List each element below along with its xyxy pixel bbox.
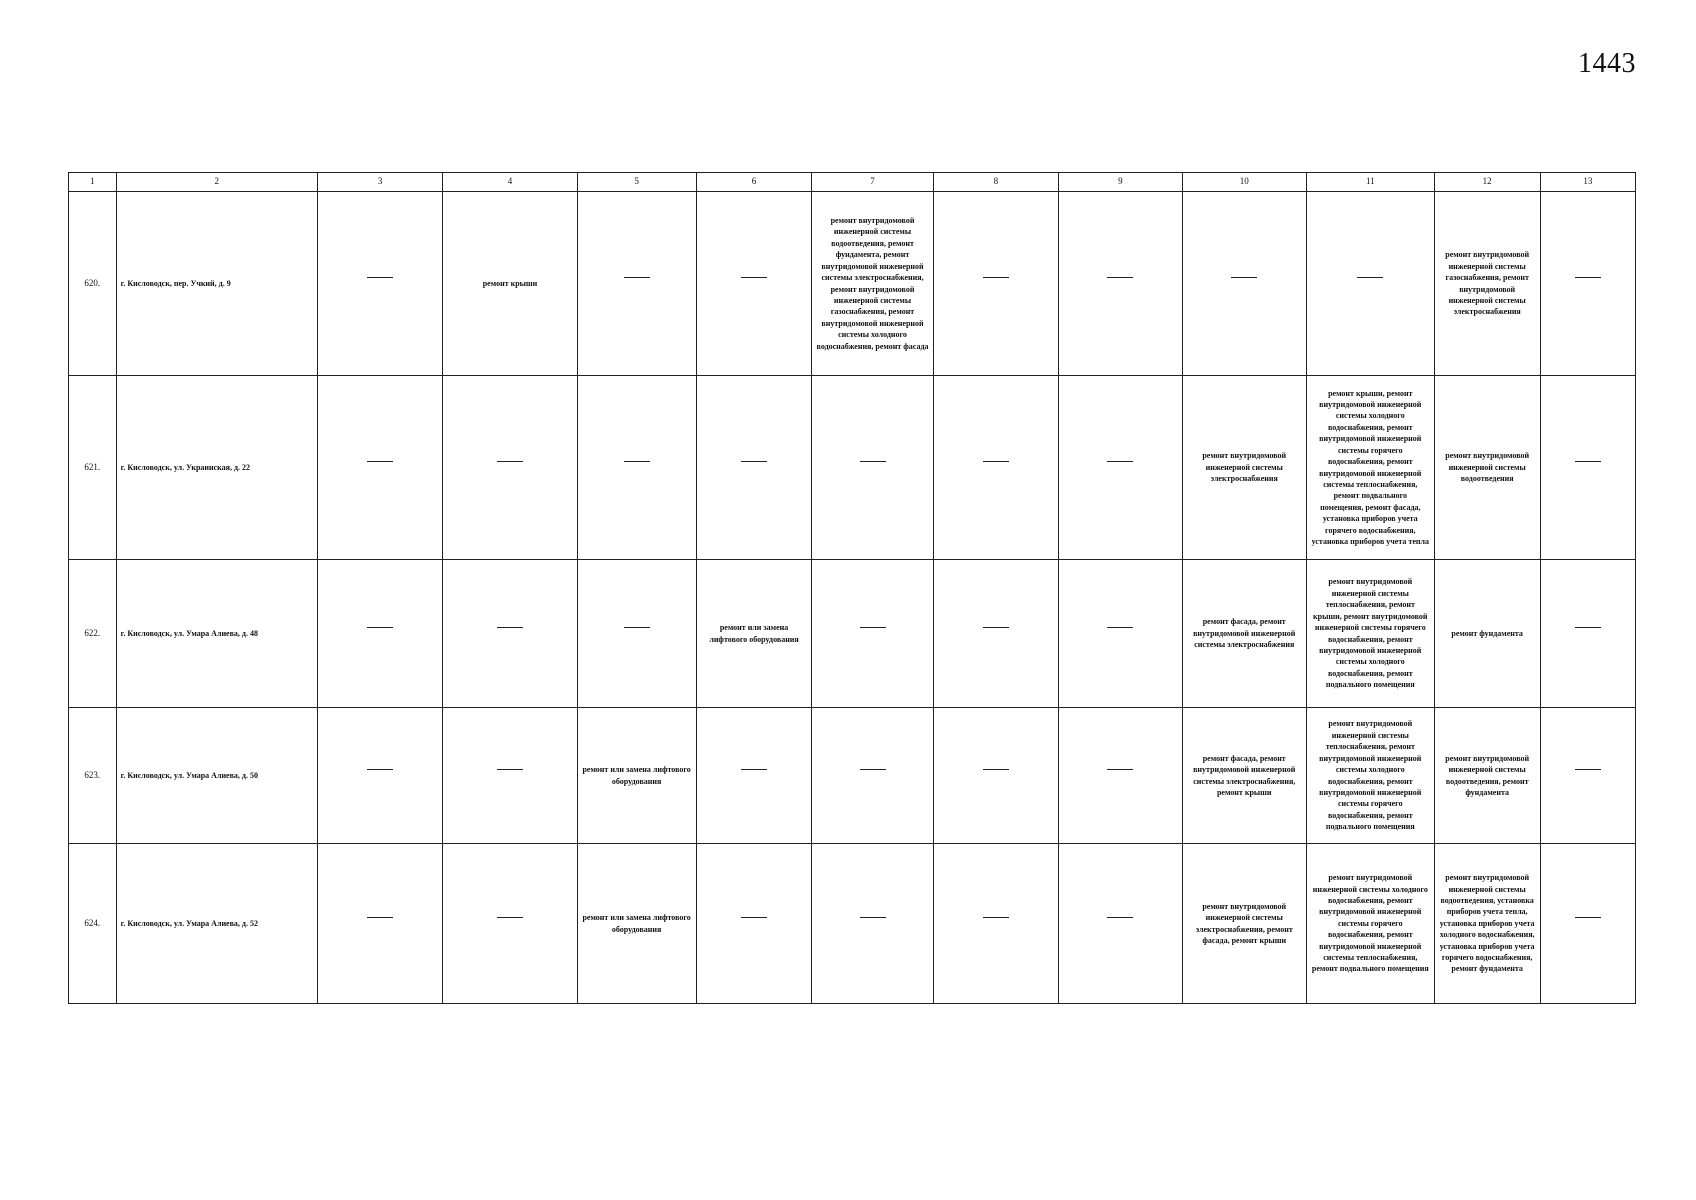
work-cell-col-12: ремонт внутридомовой инженерной системы водоотведения, установка приборов учета тепла, установка приборов учета холодного водоснабжения, установка приборов учета горячего водоснабжения, ремонт фундамента — [1434, 844, 1540, 1004]
column-number-row — [69, 173, 1636, 192]
dash-mark — [1107, 769, 1133, 781]
work-cell-col-3 — [317, 560, 443, 708]
column-header-3: 3 — [317, 173, 443, 192]
repair-schedule-table — [68, 172, 1636, 1004]
column-header-7: 7 — [812, 173, 933, 192]
work-cell-col-7: ремонт внутридомовой инженерной системы водоотведения, ремонт фундамента, ремонт внутридомовой инженерной системы электроснабжения, ремонт внутридомовой инженерной системы газоснабжения, ремонт внутридомовой инженерной системы холодного водоснабжения, ремонт фасада — [812, 192, 933, 376]
address-cell: г. Кисловодск, ул. Украинская, д. 22 — [116, 376, 317, 560]
dash-mark — [1575, 627, 1601, 639]
page-number: 1443 — [1578, 48, 1636, 79]
dash-mark — [1231, 277, 1257, 289]
dash-mark — [1107, 627, 1133, 639]
row-number-cell: 622. — [69, 560, 117, 708]
work-cell-col-9 — [1059, 376, 1182, 560]
work-cell-col-7 — [812, 560, 933, 708]
work-cell-col-13 — [1540, 708, 1635, 844]
dash-mark — [1107, 461, 1133, 473]
work-cell-col-12: ремонт внутридомовой инженерной системы газоснабжения, ремонт внутридомовой инженерной системы электроснабжения — [1434, 192, 1540, 376]
dash-mark — [983, 277, 1009, 289]
dash-mark — [741, 917, 767, 929]
work-cell-col-13 — [1540, 844, 1635, 1004]
row-number-cell: 621. — [69, 376, 117, 560]
dash-mark — [497, 461, 523, 473]
dash-mark — [1575, 277, 1601, 289]
column-header-5: 5 — [577, 173, 696, 192]
table-row — [69, 844, 1636, 1004]
work-cell-col-10: ремонт внутридомовой инженерной системы электроснабжения — [1182, 376, 1306, 560]
work-cell-col-5 — [577, 192, 696, 376]
dash-mark — [624, 277, 650, 289]
work-cell-col-7 — [812, 844, 933, 1004]
work-cell-col-9 — [1059, 192, 1182, 376]
row-number-cell: 624. — [69, 844, 117, 1004]
dash-mark — [624, 461, 650, 473]
dash-mark — [1107, 917, 1133, 929]
work-cell-col-10: ремонт внутридомовой инженерной системы электроснабжения, ремонт фасада, ремонт крыши — [1182, 844, 1306, 1004]
work-cell-col-9 — [1059, 560, 1182, 708]
work-cell-col-6: ремонт или замена лифтового оборудования — [696, 560, 812, 708]
work-cell-col-4 — [443, 708, 577, 844]
work-cell-col-11: ремонт внутридомовой инженерной системы холодного водоснабжения, ремонт внутридомовой инженерной системы горячего водоснабжения, ремонт внутридомовой инженерной системы теплоснабжения, ремонт подвального помещения — [1306, 844, 1434, 1004]
work-cell-col-6 — [696, 708, 812, 844]
address-cell: г. Кисловодск, ул. Умара Алиева, д. 52 — [116, 844, 317, 1004]
dash-mark — [1575, 769, 1601, 781]
work-cell-col-3 — [317, 376, 443, 560]
work-cell-col-3 — [317, 708, 443, 844]
table-row — [69, 560, 1636, 708]
dash-mark — [1575, 461, 1601, 473]
work-cell-col-8 — [933, 376, 1059, 560]
dash-mark — [860, 769, 886, 781]
work-cell-col-5: ремонт или замена лифтового оборудования — [577, 708, 696, 844]
work-cell-col-10: ремонт фасада, ремонт внутридомовой инженерной системы электроснабжения, ремонт крыши — [1182, 708, 1306, 844]
work-cell-col-10: ремонт фасада, ремонт внутридомовой инженерной системы электроснабжения — [1182, 560, 1306, 708]
dash-mark — [860, 917, 886, 929]
row-number-cell: 623. — [69, 708, 117, 844]
table-row — [69, 376, 1636, 560]
work-cell-col-11: ремонт внутридомовой инженерной системы теплоснабжения, ремонт крыши, ремонт внутридомовой инженерной системы горячего водоснабжения, ремонт внутридомовой инженерной системы холодного водоснабжения, ремонт подвального помещения — [1306, 560, 1434, 708]
dash-mark — [497, 917, 523, 929]
column-header-4: 4 — [443, 173, 577, 192]
dash-mark — [1575, 917, 1601, 929]
dash-mark — [983, 917, 1009, 929]
dash-mark — [860, 461, 886, 473]
work-cell-col-11 — [1306, 192, 1434, 376]
dash-mark — [497, 769, 523, 781]
row-number-cell: 620. — [69, 192, 117, 376]
dash-mark — [741, 769, 767, 781]
dash-mark — [624, 627, 650, 639]
dash-mark — [497, 627, 523, 639]
column-header-1: 1 — [69, 173, 117, 192]
work-cell-col-11: ремонт крыши, ремонт внутридомовой инженерной системы холодного водоснабжения, ремонт внутридомовой инженерной системы горячего водоснабжения, ремонт внутридомовой инженерной системы теплоснабжения, ремонт подвального помещения, ремонт фасада, установка приборов учета горячего водоснабжения, установка приборов учета тепла — [1306, 376, 1434, 560]
work-cell-col-7 — [812, 708, 933, 844]
dash-mark — [860, 627, 886, 639]
column-header-9: 9 — [1059, 173, 1182, 192]
column-header-10: 10 — [1182, 173, 1306, 192]
work-cell-col-13 — [1540, 192, 1635, 376]
dash-mark — [983, 627, 1009, 639]
work-cell-col-8 — [933, 708, 1059, 844]
dash-mark — [983, 461, 1009, 473]
dash-mark — [367, 769, 393, 781]
dash-mark — [1357, 277, 1383, 289]
dash-mark — [367, 461, 393, 473]
work-cell-col-13 — [1540, 376, 1635, 560]
work-cell-col-4 — [443, 376, 577, 560]
work-cell-col-6 — [696, 844, 812, 1004]
address-cell: г. Кисловодск, ул. Умара Алиева, д. 48 — [116, 560, 317, 708]
work-cell-col-9 — [1059, 708, 1182, 844]
work-cell-col-12: ремонт внутридомовой инженерной системы водоотведения, ремонт фундамента — [1434, 708, 1540, 844]
dash-mark — [1107, 277, 1133, 289]
work-cell-col-13 — [1540, 560, 1635, 708]
column-header-2: 2 — [116, 173, 317, 192]
work-cell-col-3 — [317, 192, 443, 376]
dash-mark — [983, 769, 1009, 781]
dash-mark — [367, 917, 393, 929]
work-cell-col-3 — [317, 844, 443, 1004]
address-cell: г. Кисловодск, ул. Умара Алиева, д. 50 — [116, 708, 317, 844]
column-header-6: 6 — [696, 173, 812, 192]
work-cell-col-4 — [443, 844, 577, 1004]
work-cell-col-6 — [696, 192, 812, 376]
work-cell-col-12: ремонт внутридомовой инженерной системы водоотведения — [1434, 376, 1540, 560]
column-header-11: 11 — [1306, 173, 1434, 192]
work-cell-col-11: ремонт внутридомовой инженерной системы теплоснабжения, ремонт внутридомовой инженерной системы холодного водоснабжения, ремонт внутридомовой инженерной системы горячего водоснабжения, ремонт подвального помещения — [1306, 708, 1434, 844]
column-header-8: 8 — [933, 173, 1059, 192]
work-cell-col-12: ремонт фундамента — [1434, 560, 1540, 708]
work-cell-col-5 — [577, 376, 696, 560]
address-cell: г. Кисловодск, пер. Учкий, д. 9 — [116, 192, 317, 376]
work-cell-col-8 — [933, 844, 1059, 1004]
dash-mark — [367, 627, 393, 639]
work-cell-col-7 — [812, 376, 933, 560]
column-header-12: 12 — [1434, 173, 1540, 192]
work-cell-col-6 — [696, 376, 812, 560]
work-cell-col-8 — [933, 560, 1059, 708]
work-cell-col-5: ремонт или замена лифтового оборудования — [577, 844, 696, 1004]
column-header-13: 13 — [1540, 173, 1635, 192]
work-cell-col-4: ремонт крыши — [443, 192, 577, 376]
work-cell-col-5 — [577, 560, 696, 708]
work-cell-col-8 — [933, 192, 1059, 376]
work-cell-col-4 — [443, 560, 577, 708]
table-body — [69, 192, 1636, 1004]
table-row — [69, 192, 1636, 376]
dash-mark — [741, 277, 767, 289]
table-row — [69, 708, 1636, 844]
dash-mark — [367, 277, 393, 289]
dash-mark — [741, 461, 767, 473]
work-cell-col-10 — [1182, 192, 1306, 376]
work-cell-col-9 — [1059, 844, 1182, 1004]
